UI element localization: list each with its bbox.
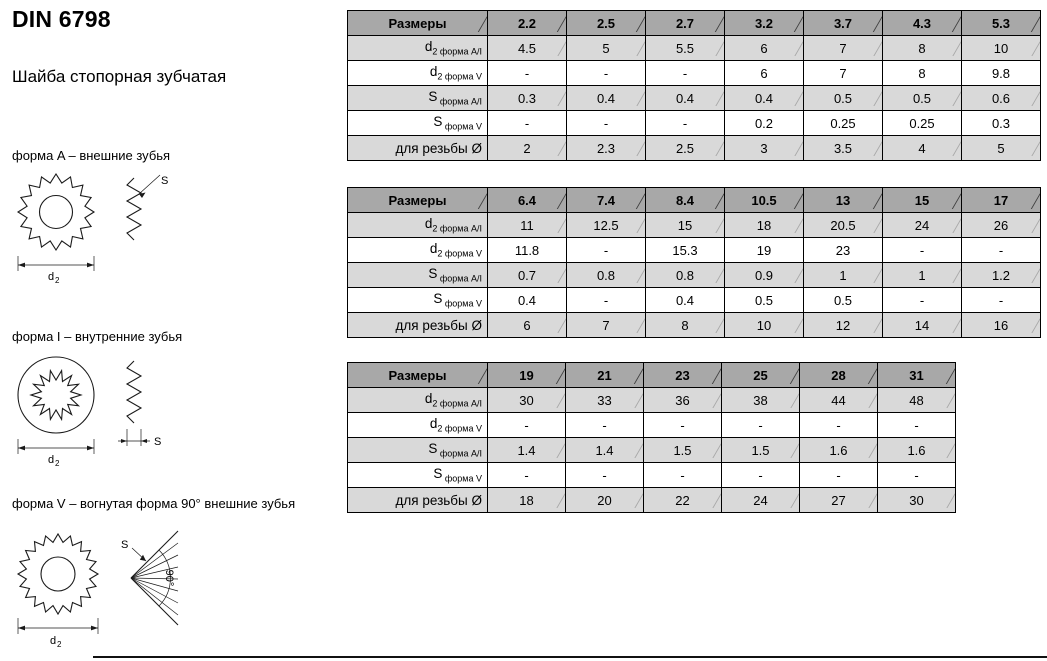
table-row <box>348 313 1041 338</box>
value-cell: 7 <box>804 61 883 86</box>
value-cell: 24 <box>883 213 962 238</box>
value-cell: 0.3 <box>962 111 1041 136</box>
size-column-header: 2.2 <box>488 11 567 36</box>
value-cell: 9.8 <box>962 61 1041 86</box>
page-title: DIN 6798 <box>12 6 111 32</box>
size-column-header: 2.5 <box>567 11 646 36</box>
value-cell: 10 <box>725 313 804 338</box>
internal-teeth-outline-icon <box>31 371 81 420</box>
row-label: для резьбы Ø <box>348 136 488 161</box>
dim-arrow-icon <box>18 446 25 451</box>
row-label: S $_{форма A/I}$ <box>348 438 488 463</box>
bottom-border-rule <box>93 656 1047 658</box>
s-label: S <box>154 436 162 448</box>
value-cell: 16 <box>962 313 1041 338</box>
value-cell: 11 <box>488 213 567 238</box>
form-i-caption: форма I – внутренние зубья <box>12 329 183 344</box>
value-cell: 6 <box>725 61 804 86</box>
row-label: S $_{форма V}$ <box>348 111 488 136</box>
form-a-drawing <box>6 166 186 290</box>
size-column-header: 13 <box>804 188 883 213</box>
value-cell: 7 <box>804 36 883 61</box>
value-cell: 0.25 <box>883 111 962 136</box>
size-column-header: 3.7 <box>804 11 883 36</box>
table-row <box>348 111 1041 136</box>
value-cell: - <box>567 288 646 313</box>
value-cell: 1.5 <box>722 438 800 463</box>
value-cell: 23 <box>804 238 883 263</box>
value-cell: 4.5 <box>488 36 567 61</box>
value-cell: - <box>800 463 878 488</box>
value-cell: 1 <box>804 263 883 288</box>
value-cell: 18 <box>488 488 566 513</box>
table-row <box>348 288 1041 313</box>
value-cell: - <box>567 111 646 136</box>
value-cell: 11.8 <box>488 238 567 263</box>
table-row <box>348 438 956 463</box>
page-subtitle: Шайба стопорная зубчатая <box>12 67 227 86</box>
value-cell: 19 <box>725 238 804 263</box>
value-cell: 1.6 <box>800 438 878 463</box>
value-cell: 1.6 <box>878 438 956 463</box>
value-cell: - <box>488 463 566 488</box>
dim-arrow-icon <box>141 439 147 443</box>
form-a-side-view-icon <box>127 178 141 240</box>
dim-arrow-icon <box>87 446 94 451</box>
external-teeth-outline-icon <box>18 174 94 250</box>
size-column-header: 4.3 <box>883 11 962 36</box>
size-column-header: 25 <box>722 363 800 388</box>
value-cell: 44 <box>800 388 878 413</box>
value-cell: 1.4 <box>566 438 644 463</box>
row-label: S $_{форма V}$ <box>348 463 488 488</box>
size-column-header: 3.2 <box>725 11 804 36</box>
value-cell: 5 <box>567 36 646 61</box>
value-cell: 20 <box>566 488 644 513</box>
d2-sub-label: 2 <box>55 276 60 285</box>
dimensions-table-medium-sizes <box>347 187 1041 338</box>
table-row <box>348 263 1041 288</box>
value-cell: 0.25 <box>804 111 883 136</box>
d2-label: d <box>48 271 55 283</box>
size-column-header: 15 <box>883 188 962 213</box>
value-cell: - <box>566 463 644 488</box>
d2-sub-label: 2 <box>57 640 62 649</box>
size-column-header: 10.5 <box>725 188 804 213</box>
value-cell: - <box>722 463 800 488</box>
value-cell: - <box>883 238 962 263</box>
table-row <box>348 86 1041 111</box>
form-i-drawing <box>6 349 186 473</box>
value-cell: - <box>878 413 956 438</box>
d2-label: d <box>50 635 57 647</box>
row-label: S $_{форма V}$ <box>348 288 488 313</box>
angle-label: 90° <box>163 569 175 587</box>
dim-arrow-icon <box>91 626 98 631</box>
value-cell: - <box>646 111 725 136</box>
row-label: $d_{2 форма A/I}$ <box>348 388 488 413</box>
value-cell: 4 <box>883 136 962 161</box>
value-cell: 0.3 <box>488 86 567 111</box>
value-cell: 0.7 <box>488 263 567 288</box>
value-cell: 0.8 <box>567 263 646 288</box>
value-cell: 27 <box>800 488 878 513</box>
value-cell: 38 <box>722 388 800 413</box>
value-cell: 0.5 <box>725 288 804 313</box>
value-cell: 1 <box>883 263 962 288</box>
value-cell: 2.5 <box>646 136 725 161</box>
dim-arrow-icon <box>87 263 94 268</box>
value-cell: 14 <box>883 313 962 338</box>
d2-label: d <box>48 454 55 466</box>
value-cell: 0.4 <box>646 288 725 313</box>
dim-arrow-icon <box>18 626 25 631</box>
value-cell: 0.9 <box>725 263 804 288</box>
value-cell: 12 <box>804 313 883 338</box>
value-cell: 0.4 <box>646 86 725 111</box>
size-column-header: 5.3 <box>962 11 1041 36</box>
value-cell: 7 <box>567 313 646 338</box>
size-column-header: 17 <box>962 188 1041 213</box>
value-cell: 0.8 <box>646 263 725 288</box>
d2-sub-label: 2 <box>55 459 60 468</box>
value-cell: 3 <box>725 136 804 161</box>
form-v-caption: форма V – вогнутая форма 90° внешние зубья <box>12 496 296 511</box>
value-cell: - <box>878 463 956 488</box>
dimensions-table-large-sizes <box>347 362 956 513</box>
value-cell: - <box>567 238 646 263</box>
value-cell: - <box>883 288 962 313</box>
value-cell: 12.5 <box>567 213 646 238</box>
table-row <box>348 413 956 438</box>
value-cell: - <box>800 413 878 438</box>
table-row <box>348 488 956 513</box>
value-cell: 8 <box>646 313 725 338</box>
table-row <box>348 388 956 413</box>
value-cell: 1.5 <box>644 438 722 463</box>
form-v-drawing <box>6 514 221 654</box>
size-column-header: 31 <box>878 363 956 388</box>
value-cell: 15 <box>646 213 725 238</box>
value-cell: 33 <box>566 388 644 413</box>
value-cell: 36 <box>644 388 722 413</box>
size-column-header: 19 <box>488 363 566 388</box>
size-column-header: 6.4 <box>488 188 567 213</box>
table-row <box>348 463 956 488</box>
value-cell: 18 <box>725 213 804 238</box>
washer-hole-icon <box>41 557 75 591</box>
size-column-header: 23 <box>644 363 722 388</box>
value-cell: 20.5 <box>804 213 883 238</box>
table-row <box>348 61 1041 86</box>
row-label: для резьбы Ø <box>348 313 488 338</box>
value-cell: 0.5 <box>804 86 883 111</box>
value-cell: 3.5 <box>804 136 883 161</box>
value-cell: 5.5 <box>646 36 725 61</box>
value-cell: - <box>488 61 567 86</box>
s-leader-line <box>139 175 160 194</box>
value-cell: - <box>488 111 567 136</box>
size-column-header: 7.4 <box>567 188 646 213</box>
s-label: S <box>121 539 129 551</box>
table-row <box>348 238 1041 263</box>
external-teeth-outline-icon <box>18 534 98 614</box>
value-cell: 30 <box>488 388 566 413</box>
sizes-title-header: Размеры <box>348 11 488 36</box>
value-cell: - <box>644 413 722 438</box>
value-cell: 6 <box>488 313 567 338</box>
form-a-caption: форма A – внешние зубья <box>12 148 171 163</box>
value-cell: 24 <box>722 488 800 513</box>
value-cell: 1.2 <box>962 263 1041 288</box>
row-label: $d_{2 форма A/I}$ <box>348 213 488 238</box>
value-cell: 8 <box>883 61 962 86</box>
row-label: $d_{2 форма A/I}$ <box>348 36 488 61</box>
value-cell: 0.4 <box>488 288 567 313</box>
value-cell: 6 <box>725 36 804 61</box>
value-cell: 30 <box>878 488 956 513</box>
s-label: S <box>161 175 169 187</box>
value-cell: 0.4 <box>567 86 646 111</box>
value-cell: - <box>722 413 800 438</box>
row-label: S $_{форма A/I}$ <box>348 263 488 288</box>
size-column-header: 8.4 <box>646 188 725 213</box>
value-cell: 1.4 <box>488 438 566 463</box>
value-cell: 0.5 <box>883 86 962 111</box>
table-header-row <box>348 363 956 388</box>
value-cell: 15.3 <box>646 238 725 263</box>
sizes-title-header: Размеры <box>348 363 488 388</box>
dim-arrow-icon <box>18 263 25 268</box>
table-row <box>348 136 1041 161</box>
form-i-side-view-icon <box>127 361 141 423</box>
row-label: S $_{форма A/I}$ <box>348 86 488 111</box>
value-cell: - <box>646 61 725 86</box>
sizes-title-header: Размеры <box>348 188 488 213</box>
size-column-header: 21 <box>566 363 644 388</box>
value-cell: 8 <box>883 36 962 61</box>
value-cell: 22 <box>644 488 722 513</box>
value-cell: - <box>566 413 644 438</box>
table-row <box>348 36 1041 61</box>
value-cell: - <box>644 463 722 488</box>
value-cell: 2 <box>488 136 567 161</box>
value-cell: 26 <box>962 213 1041 238</box>
size-column-header: 28 <box>800 363 878 388</box>
value-cell: - <box>567 61 646 86</box>
dimensions-table-small-sizes <box>347 10 1041 161</box>
table-header-row <box>348 11 1041 36</box>
value-cell: 5 <box>962 136 1041 161</box>
size-column-header: 2.7 <box>646 11 725 36</box>
value-cell: - <box>962 238 1041 263</box>
value-cell: 2.3 <box>567 136 646 161</box>
value-cell: - <box>488 413 566 438</box>
value-cell: 0.5 <box>804 288 883 313</box>
value-cell: 0.2 <box>725 111 804 136</box>
row-label: для резьбы Ø <box>348 488 488 513</box>
table-row <box>348 213 1041 238</box>
value-cell: 0.6 <box>962 86 1041 111</box>
washer-hole-icon <box>40 196 73 229</box>
row-label: $d_{2 форма V}$ <box>348 238 488 263</box>
row-label: $d_{2 форма V}$ <box>348 61 488 86</box>
value-cell: 10 <box>962 36 1041 61</box>
row-label: $d_{2 форма V}$ <box>348 413 488 438</box>
value-cell: 48 <box>878 388 956 413</box>
value-cell: - <box>962 288 1041 313</box>
table-header-row <box>348 188 1041 213</box>
dim-arrow-icon <box>121 439 127 443</box>
value-cell: 0.4 <box>725 86 804 111</box>
